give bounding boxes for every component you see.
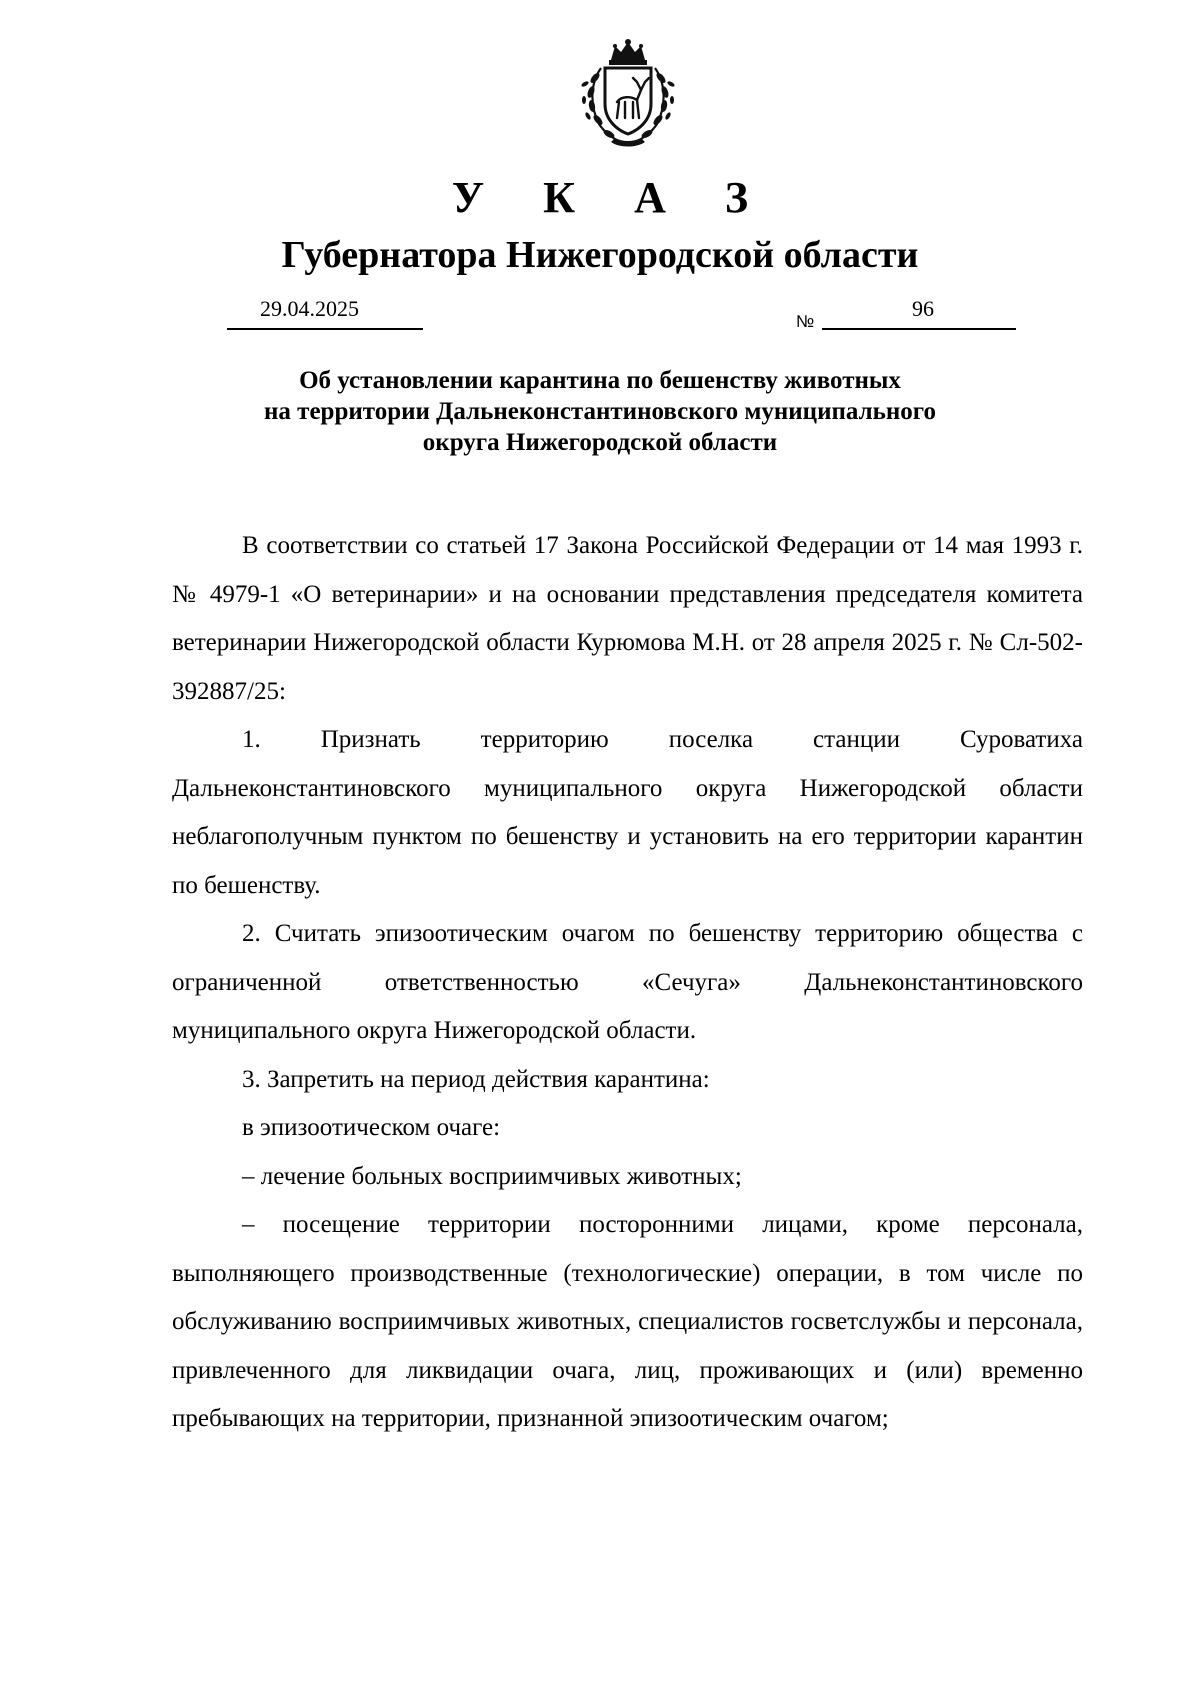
preamble-paragraph: В соответствии со статьей 17 Закона Российской Федерации от 14 мая 1993 г. № 4979-1 «О ветеринарии» и на основании представления председателя комитета ветеринарии Нижегородской области Курюмова М.Н. от 28 апреля 2025 г. № Сл-502-392887/25:: [172, 532, 1083, 705]
clause-paragraph: 3. Запретить на период действия карантина:: [242, 1065, 710, 1093]
document-date: 29.04.2025: [260, 296, 359, 321]
clause-paragraph: 1. Признать территорию поселка станции Суроватиха Дальнеконстантиновского муниципального округа Нижегородской области неблагополучным пунктом по бешенству и установить на его территории карантин по бешенству.: [172, 726, 1083, 899]
clause-paragraph: 2. Считать эпизоотическим очагом по бешенству территорию общества с ограниченной ответственностью «Сечуга» Дальнеконстантиновского муниципального округа Нижегородской области.: [172, 920, 1083, 1044]
subject-line: Об установлении карантина по бешенству животных: [299, 367, 901, 394]
subject-line: округа Нижегородской области: [422, 429, 778, 456]
ribbon-icon: [611, 138, 645, 147]
document-number: 96: [912, 296, 934, 321]
coat-of-arms-emblem: [571, 38, 685, 150]
issuer-title: Губернатора Нижегородской области: [281, 234, 919, 276]
list-item: – лечение больных восприимчивых животных;: [242, 1162, 742, 1190]
deer-icon: [617, 78, 649, 118]
shield-icon: [605, 68, 651, 134]
date-underline: [227, 328, 423, 330]
number-underline: [822, 328, 1016, 330]
list-item: – посещение территории посторонними лицами, кроме персонала, выполняющего производственные (технологические) операции, в том числе по обслуживанию восприимчивых животных, специалистов госветслужбы и персонала, привлеченного для ликвидации очага, лиц, проживающих и (или) временно пребывающих на территории, признанной эпизоотическим очагом;: [172, 1211, 1083, 1432]
number-sign-label: №: [796, 312, 815, 331]
clause-subheading: в эпизоотическом очаге:: [242, 1114, 501, 1141]
subject-line: на территории Дальнеконстантиновского муниципального: [264, 398, 936, 425]
document-body: [172, 522, 1083, 1444]
document-type-title: У К А З: [451, 173, 773, 222]
crown-icon: [609, 39, 647, 65]
document-subject: [0, 365, 1200, 458]
